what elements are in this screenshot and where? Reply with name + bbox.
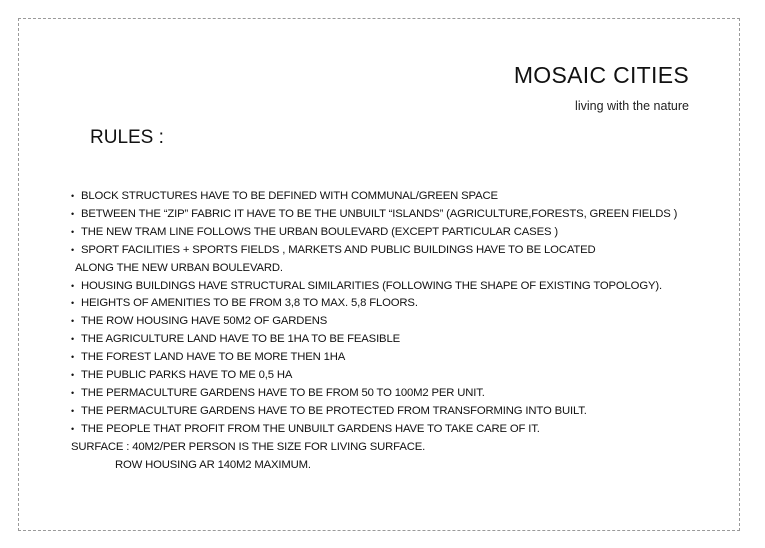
rule-text: THE PERMACULTURE GARDENS HAVE TO BE PROTECTED FROM TRANSFORMING INTO BUILT. <box>81 404 587 417</box>
rule-item <box>71 367 731 385</box>
rule-text: SPORT FACILITIES + SPORTS FIELDS , MARKETS AND PUBLIC BUILDINGS HAVE TO BE LOCATED <box>81 243 596 256</box>
rule-item <box>71 188 731 206</box>
rule-text: HOUSING BUILDINGS HAVE STRUCTURAL SIMILARITIES (FOLLOWING THE SHAPE OF EXISTING TOPOLOGY). <box>81 279 662 292</box>
rule-text: BLOCK STRUCTURES HAVE TO BE DEFINED WITH COMMUNAL/GREEN SPACE <box>81 190 498 202</box>
page-title: MOSAIC CITIES <box>513 62 689 88</box>
bullet-icon: • <box>71 191 75 201</box>
bullet-icon: • <box>71 316 75 327</box>
rule-item <box>71 313 731 331</box>
bullet-icon: • <box>71 387 75 398</box>
surface-text: ROW HOUSING AR 140M2 MAXIMUM. <box>115 458 311 471</box>
rule-text: THE PERMACULTURE GARDENS HAVE TO BE FROM 50 TO 100M2 PER UNIT. <box>81 386 485 399</box>
bullet-icon: • <box>71 244 75 255</box>
bullet-icon: • <box>71 226 75 237</box>
rule-text: THE AGRICULTURE LAND HAVE TO BE 1HA TO BE FEASIBLE <box>81 333 400 346</box>
bullet-icon: • <box>71 352 75 363</box>
rule-text: THE NEW TRAM LINE FOLLOWS THE URBAN BOULEVARD (EXCEPT PARTICULAR CASES ) <box>81 225 558 238</box>
rule-item <box>71 295 731 313</box>
page-subtitle: living with the nature <box>575 99 689 113</box>
rule-item <box>71 331 731 349</box>
bullet-icon: • <box>71 370 75 381</box>
rule-text: HEIGHTS OF AMENITIES TO BE FROM 3,8 TO MAX. 5,8 FLOORS. <box>81 297 418 310</box>
rule-item <box>71 349 731 367</box>
rule-text: THE ROW HOUSING HAVE 50M2 OF GARDENS <box>81 315 328 328</box>
bullet-icon: • <box>71 298 75 309</box>
bullet-icon: • <box>71 423 75 434</box>
rule-item <box>71 206 731 224</box>
rules-heading: RULES : <box>90 127 164 148</box>
rule-item <box>71 385 731 403</box>
surface-line <box>71 439 731 457</box>
bullet-icon: • <box>71 280 75 291</box>
surface-text: SURFACE : 40M2/PER PERSON IS THE SIZE FOR LIVING SURFACE. <box>71 440 426 453</box>
rule-continuation <box>71 260 731 278</box>
rule-text: THE FOREST LAND HAVE TO BE MORE THEN 1HA <box>81 351 346 364</box>
rule-text: THE PUBLIC PARKS HAVE TO ME 0,5 HA <box>81 369 293 382</box>
surface-line <box>71 457 731 475</box>
rule-item <box>71 224 731 242</box>
rule-text: THE PEOPLE THAT PROFIT FROM THE UNBUILT GARDENS HAVE TO TAKE CARE OF IT. <box>81 422 540 435</box>
rule-item <box>71 278 731 296</box>
rules-list <box>71 188 731 475</box>
rule-item <box>71 403 731 421</box>
bullet-icon: • <box>71 405 75 416</box>
bullet-icon: • <box>71 208 75 219</box>
rule-text: BETWEEN THE “ZIP” FABRIC IT HAVE TO BE THE UNBUILT “ISLANDS” (AGRICULTURE,FORESTS, GREEN FIELDS ) <box>81 207 678 220</box>
rule-item <box>71 242 731 260</box>
rule-item <box>71 421 731 439</box>
bullet-icon: • <box>71 334 75 345</box>
rule-text: ALONG THE NEW URBAN BOULEVARD. <box>75 261 283 274</box>
